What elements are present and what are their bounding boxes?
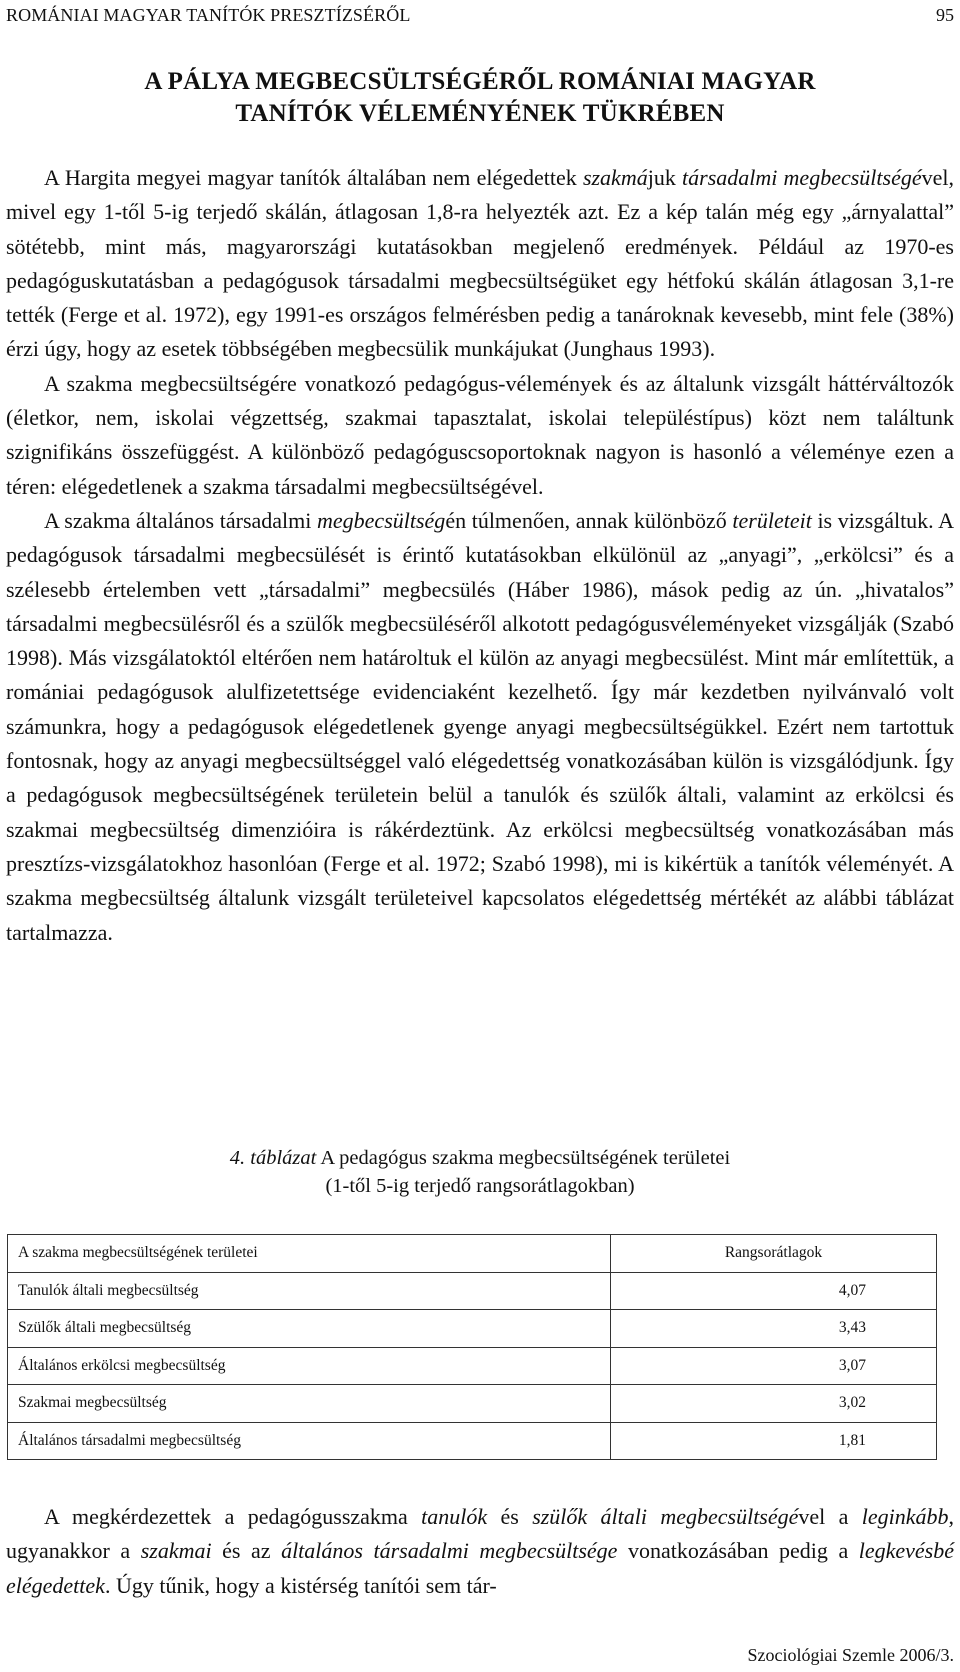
article-title-line-2: TANÍTÓK VÉLEMÉNYÉNEK TÜKRÉBEN	[235, 100, 725, 127]
italic-run: legkevésbé elégedettek	[6, 1538, 955, 1598]
text-run: , ugyanakkor a	[6, 1504, 955, 1564]
table-cell-value: 3,43	[611, 1310, 937, 1348]
table-header-value: Rangsorátlagok	[611, 1235, 937, 1273]
text-run: A megkérdezettek a pedagógusszakma	[44, 1504, 422, 1529]
table-row	[8, 1310, 937, 1348]
table-cell-area: Szakmai megbecsültség	[8, 1385, 611, 1423]
table-cell-area: Szülők általi megbecsültség	[8, 1310, 611, 1348]
text-run: vel a	[798, 1504, 862, 1529]
body-text	[6, 161, 954, 950]
table-cell-area: Tanulók általi megbecsültség	[8, 1272, 611, 1310]
italic-run: szakmá	[582, 165, 648, 190]
table-cell-value: 1,81	[611, 1422, 937, 1460]
running-head	[6, 0, 954, 30]
table-cell-area: Általános társadalmi megbecsültség	[8, 1422, 611, 1460]
italic-run: tanulók	[421, 1504, 488, 1529]
paragraph-2	[6, 367, 954, 504]
text-run: én túlmenően, annak különböző	[445, 507, 733, 533]
italic-run: általános társadalmi megbecsültsége	[281, 1538, 618, 1564]
table-number: 4. táblázat	[229, 1147, 317, 1169]
italic-run: szülők általi megbecsültségé	[532, 1504, 799, 1529]
text-run: vel, mivel egy 1-től 5-ig terjedő skálán, átlagosan 1,8-ra helyezték azt. Ez a kép talán még egy „árnyalattal” sötétebb, mint más, magyarországi kutatásokban megjelenő eredmények. Például az 1970-es pedagóguskutatásban a pedagógusok társadalmi megbecsültségüket egy hétfokú skálán átlagosan 3,1-re tették (Ferge et al. 1972), egy 1991-es országos felmérésben pedig a tanároknak kevesebb, mint fele (38%) érzi úgy, hogy az esetek többségében megbecsülik munkájukat (Junghaus 1993).	[6, 165, 954, 362]
table-header-area: A szakma megbecsültségének területei	[8, 1235, 611, 1273]
italic-run: területeit	[732, 507, 812, 533]
body-text-continued	[6, 1500, 954, 1603]
data-table	[7, 1234, 937, 1460]
text-run: juk	[647, 165, 683, 190]
article-title-line-1: A PÁLYA MEGBECSÜLTSÉGÉRŐL ROMÁNIAI MAGYAR	[144, 68, 816, 95]
table-cell-value: 3,02	[611, 1385, 937, 1423]
paragraph-4	[6, 1500, 954, 1603]
table-row	[8, 1272, 937, 1310]
table-caption-line-1	[0, 1144, 960, 1172]
article-title	[0, 66, 960, 130]
paragraph-1	[6, 161, 954, 367]
text-run: és	[487, 1504, 533, 1529]
paragraph-3	[6, 504, 954, 950]
table-row	[8, 1385, 937, 1423]
italic-run: leginkább	[861, 1504, 949, 1529]
table-cell-value: 3,07	[611, 1347, 937, 1385]
text-run: A szakma megbecsültségére vonatkozó pedagógus-vélemények és az általunk vizsgált háttérváltozók (életkor, nem, iskolai végzettség, szakmai tapasztalat, iskolai településtípus) közt nem találtunk szignifikáns összefüggést. A különböző pedagóguscsoportoknak nagyon is hasonló a véleménye ezen a téren: elégedetlenek a szakma társadalmi megbecsültségével.	[6, 370, 954, 499]
table-title: A pedagógus szakma megbecsültségének területei	[316, 1147, 731, 1169]
running-title: ROMÁNIAI MAGYAR TANÍTÓK PRESZTÍZSÉRŐL	[6, 5, 411, 25]
italic-run: megbecsültség	[317, 507, 446, 533]
italic-run: szakmai	[140, 1538, 212, 1564]
table-row	[8, 1347, 937, 1385]
text-run: . Úgy tűnik, hogy a kistérség tanítói sem tár-	[104, 1572, 497, 1598]
table-cell-area: Általános erkölcsi megbecsültség	[8, 1347, 611, 1385]
page-number: 95	[936, 5, 954, 25]
table-caption	[0, 1144, 960, 1200]
table-header-row	[8, 1235, 937, 1273]
text-run: A szakma általános társadalmi	[44, 507, 318, 533]
table-row	[8, 1422, 937, 1460]
table-subtitle: (1-től 5-ig terjedő rangsorátlagokban)	[325, 1175, 635, 1197]
text-run: A Hargita megyei magyar tanítók általában nem elégedettek	[44, 165, 583, 190]
table-cell-value: 4,07	[611, 1272, 937, 1310]
text-run: is vizsgáltuk. A pedagógusok társadalmi megbecsülését is érintő kutatásokban elkülönül az „anyagi”, „erkölcsi” és a szélesebb értelemben vett „társadalmi” megbecsülés (Háber 1986), mások pedig az ún. „hivatalos” társadalmi megbecsülésről és a szülők megbecsüléséről alkotott pedagógusvéleményeket vizsgálják (Szabó 1998). Más vizsgálatoktól eltérően nem határoltuk el külön az anyagi megbecsülést. Mint már említettük, a romániai pedagógusok alulfizetettsége evidenciaként kezelhető. Így már kezdetben nyilvánvaló volt számunkra, hogy a pedagógusok elégedetlenek gyenge anyagi megbecsültségükkel. Ezért nem tartottuk fontosnak, hogy az anyagi megbecsültséggel való elégedettség vonatkozásában külön is vizsgálódjunk. Így a pedagógusok megbecsültségének területein belül a tanulók és szülők általi, valamint az erkölcsi és szakmai megbecsültség dimenzióira is rákérdeztünk. Az erkölcsi megbecsültség vonatkozásában más presztízs-vizsgálatokhoz hasonlóan (Ferge et al. 1972; Szabó 1998), mi is kikértük a tanítók véleményét. A szakma megbecsültség általunk vizsgált területeivel kapcsolatos elégedettség mértékét az alábbi táblázat tartalmazza.	[6, 507, 954, 945]
italic-run: társadalmi megbecsültségé	[682, 165, 922, 190]
text-run: és az	[211, 1538, 282, 1564]
text-run: vonatkozásában pedig a	[617, 1538, 859, 1564]
journal-footer: Szociológiai Szemle 2006/3.	[747, 1645, 954, 1665]
